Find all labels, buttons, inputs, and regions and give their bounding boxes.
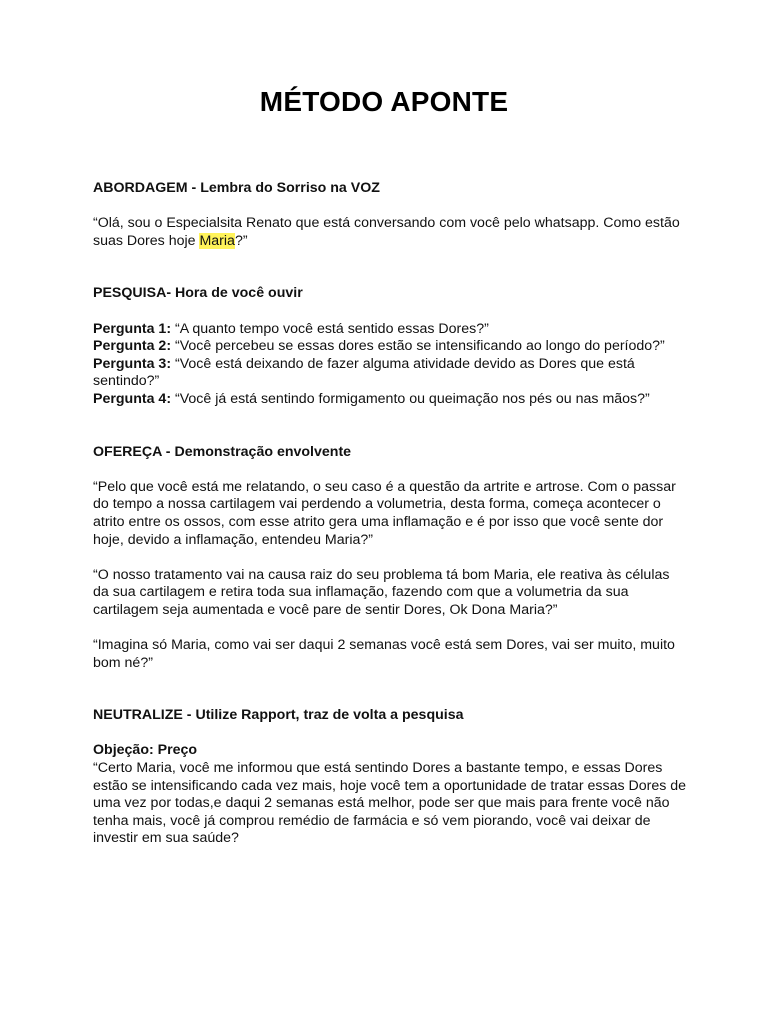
section-heading-ofereca: OFEREÇA - Demonstração envolvente (93, 443, 352, 460)
section-heading-pesquisa: PESQUISA- Hora de você ouvir (93, 285, 303, 302)
question-text: “Você percebeu se essas dores estão se intensificando ao longo do período?” (171, 338, 665, 355)
abordagem-text-after: ?” (234, 232, 248, 249)
question-text: “Você está deixando de fazer alguma atividade devido as Dores que está sentindo?” (93, 355, 635, 390)
question-item (93, 356, 688, 391)
ofereca-paragraph: “O nosso tratamento vai na causa raiz do seu problema tá bom Maria, ele reativa às células da sua cartilagem e retira toda sua inflamação, fazendo com que a volumetria da sua cartilagem seja aumentada e você pare de sentir Dores, Ok Dona Maria?” (93, 566, 670, 618)
question-label: Pergunta 3: (93, 355, 172, 372)
abordagem-paragraph (93, 215, 688, 250)
section-heading-abordagem: ABORDAGEM - Lembra do Sorriso na VOZ (93, 180, 380, 196)
question-item (93, 338, 688, 356)
question-label: Pergunta 2: (93, 338, 172, 355)
objection-text: “Certo Maria, você me informou que está sentindo Dores a bastante tempo, e essas Dores estão se intensificando cada vez mais, hoje você tem a oportunidade de tratar essas Dores de uma vez por todas,e daqui 2 semanas está melhor, pode ser que mais para frente você não tenha mais, você já comprou remédio de farmácia e só vem piorando, você vai deixar de investir em sua saúde? (93, 760, 687, 847)
abordagem-text-before: “Olá, sou o Especialsita Renato que está conversando com você pelo whatsapp. Como estão suas Dores hoje (93, 215, 680, 249)
question-text: “Você já está sentindo formigamento ou queimação nos pés ou nas mãos?” (171, 390, 650, 407)
ofereca-paragraph: “Pelo que você está me relatando, o seu caso é a questão da artrite e artrose. Com o passar do tempo a nossa cartilagem vai perdendo a volumetria, desta forma, começa acontecer o atrito entre os ossos, com esse atrito gera uma inflamação e é por isso que você sente dor hoje, devido a inflamação, entendeu Maria?” (93, 478, 676, 548)
question-label: Pergunta 1: (93, 320, 172, 337)
highlighted-name: Maria (199, 232, 235, 249)
objection-label: Objeção: Preço (93, 742, 198, 759)
document-body (93, 180, 688, 848)
document-title: MÉTODO APONTE (259, 86, 509, 117)
section-heading-neutralize: NEUTRALIZE - Utilize Rapport, traz de volta a pesquisa (93, 707, 464, 724)
question-item (93, 391, 688, 409)
question-item (93, 321, 688, 339)
question-text: “A quanto tempo você está sentido essas Dores?” (171, 320, 489, 337)
ofereca-paragraph: “Imagina só Maria, como vai ser daqui 2 semanas você está sem Dores, vai ser muito, muito bom né?” (93, 637, 675, 671)
question-label: Pergunta 4: (93, 390, 172, 407)
